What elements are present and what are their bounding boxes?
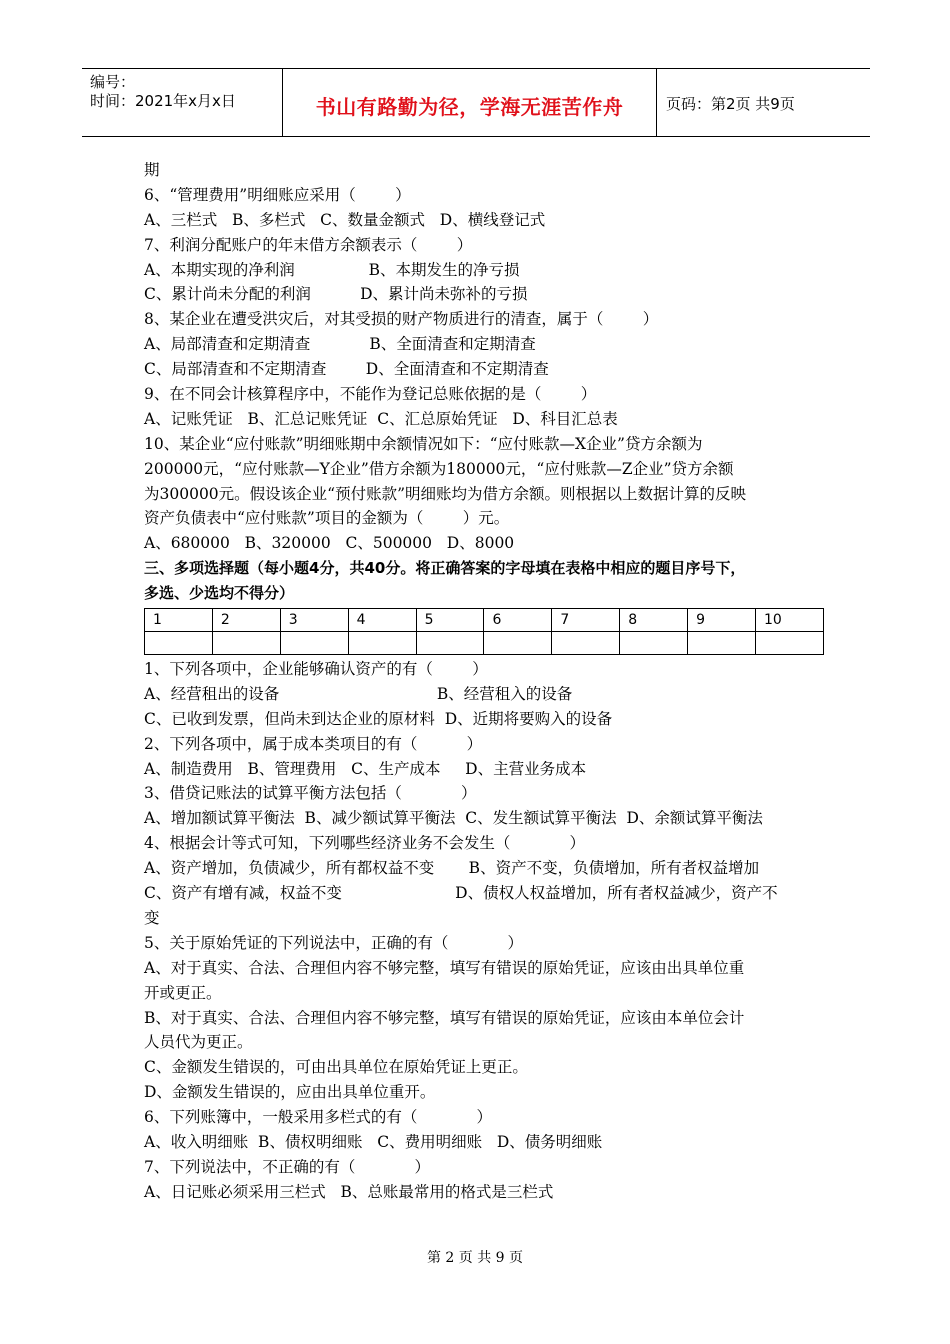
answer-cell[interactable] <box>212 632 280 655</box>
time-label: 时间：2021年x月x日 <box>90 92 236 110</box>
text-line: C、累计尚未分配的利润 D、累计尚未弥补的亏损 <box>144 285 528 304</box>
answer-table <box>144 608 824 655</box>
text-line: 200000元，“应付账款—Y企业”借方余额为180000元，“应付账款—Z企业”贷方余额 <box>144 459 734 478</box>
section-title: 三、多项选择题（每小题4分，共40分。将正确答案的字母填在表格中相应的题目序号下， <box>144 559 746 578</box>
text-line: 期 <box>144 161 160 179</box>
answer-table-header-cell: 7 <box>552 609 620 632</box>
answer-table-header-cell: 5 <box>416 609 484 632</box>
text-line: 6、“管理费用”明细账应采用（ ） <box>144 185 411 204</box>
page-footer: 第 2 页 共 9 页 <box>426 1250 524 1266</box>
answer-table-header-cell: 6 <box>484 609 552 632</box>
answer-table-header-cell: 10 <box>756 609 824 632</box>
answer-cell[interactable] <box>688 632 756 655</box>
answer-table-blank-row <box>145 632 824 655</box>
text-line: 变 <box>144 908 160 927</box>
questions-single-choice <box>144 158 824 556</box>
text-line: 7、利润分配账户的年末借方余额表示（ ） <box>144 235 473 254</box>
text-line: 人员代为更正。 <box>144 1033 253 1052</box>
text-line: C、局部清查和不定期清查 D、全面清查和不定期清查 <box>144 360 549 379</box>
text-line: B、对于真实、合法、合理但内容不够完整，填写有错误的原始凭证，应该由本单位会计 <box>144 1008 745 1027</box>
answer-table-header-row <box>145 609 824 632</box>
answer-cell[interactable] <box>620 632 688 655</box>
text-line: A、局部清查和定期清查 B、全面清查和定期清查 <box>144 335 536 354</box>
text-line: 10、某企业“应付账款”明细账期中余额情况如下：“应付账款—X企业”贷方余额为 <box>144 434 703 453</box>
header-page-cell <box>656 69 870 136</box>
text-line: 开或更正。 <box>144 983 222 1002</box>
text-line: A、经营租出的设备 B、经营租入的设备 <box>144 684 573 703</box>
text-line: 5、关于原始凭证的下列说法中，正确的有（ ） <box>144 933 523 952</box>
text-line: A、对于真实、合法、合理但内容不够完整，填写有错误的原始凭证，应该由出具单位重 <box>144 958 745 977</box>
text-line: C、资产有增有减，权益不变 D、债权人权益增加，所有者权益减少，资产不 <box>144 884 778 903</box>
answer-cell[interactable] <box>145 632 213 655</box>
answer-table-header-cell: 9 <box>688 609 756 632</box>
text-line: A、增加额试算平衡法 B、减少额试算平衡法 C、发生额试算平衡法 D、余额试算平衡法 <box>144 809 763 828</box>
text-line: A、制造费用 B、管理费用 C、生产成本 D、主营业务成本 <box>144 759 587 778</box>
text-line: C、金额发生错误的，可由出具单位在原始凭证上更正。 <box>144 1058 528 1077</box>
document-body <box>144 158 824 1205</box>
answer-table-header-cell: 2 <box>212 609 280 632</box>
answer-table-header-cell: 8 <box>620 609 688 632</box>
text-line: 7、下列说法中，不正确的有（ ） <box>144 1157 430 1176</box>
motto: 书山有路勤为径，学海无涯苦作舟 <box>315 95 624 119</box>
answer-cell[interactable] <box>348 632 416 655</box>
text-line: A、记账凭证 B、汇总记账凭证 C、汇总原始凭证 D、科目汇总表 <box>144 409 618 428</box>
answer-cell[interactable] <box>756 632 824 655</box>
header-meta <box>82 69 282 136</box>
text-line: A、收入明细账 B、债权明细账 C、费用明细账 D、债务明细账 <box>144 1132 603 1151</box>
header-motto-cell <box>282 69 657 136</box>
answer-cell[interactable] <box>484 632 552 655</box>
answer-cell[interactable] <box>552 632 620 655</box>
answer-cell[interactable] <box>416 632 484 655</box>
text-line: 8、某企业在遭受洪灾后，对其受损的财产物质进行的清查，属于（ ） <box>144 310 659 329</box>
section-title: 多选、少选均不得分） <box>144 584 295 603</box>
questions-multiple-choice <box>144 657 824 1205</box>
text-line: 6、下列账簿中，一般采用多栏式的有（ ） <box>144 1108 492 1127</box>
text-line: 2、下列各项中，属于成本类项目的有（ ） <box>144 734 483 753</box>
text-line: A、本期实现的净利润 B、本期发生的净亏损 <box>144 260 520 279</box>
text-line: C、已收到发票，但尚未到达企业的原材料 D、近期将要购入的设备 <box>144 709 613 728</box>
text-line: 为300000元。假设该企业“预付账款”明细账均为借方余额。则根据以上数据计算的反映 <box>144 484 747 503</box>
text-line: 4、根据会计等式可知，下列哪些经济业务不会发生（ ） <box>144 834 585 853</box>
page-header <box>82 68 870 137</box>
text-line: D、金额发生错误的，应由出具单位重开。 <box>144 1083 436 1102</box>
answer-table-header-cell: 3 <box>280 609 348 632</box>
text-line: A、日记账必须采用三栏式 B、总账最常用的格式是三栏式 <box>144 1182 554 1201</box>
number-label: 编号： <box>90 73 136 91</box>
answer-table-header-cell: 4 <box>348 609 416 632</box>
text-line: A、三栏式 B、多栏式 C、数量金额式 D、横线登记式 <box>144 210 546 229</box>
page-info: 页码：第2页 共9页 <box>666 95 795 113</box>
text-line: 3、借贷记账法的试算平衡方法包括（ ） <box>144 784 477 803</box>
text-line: A、资产增加，负债减少，所有都权益不变 B、资产不变，负债增加，所有者权益增加 <box>144 859 760 878</box>
text-line: 9、在不同会计核算程序中，不能作为登记总账依据的是（ ） <box>144 385 597 404</box>
answer-cell[interactable] <box>280 632 348 655</box>
text-line: 资产负债表中“应付账款”项目的金额为（ ）元。 <box>144 509 510 528</box>
text-line: A、680000 B、320000 C、500000 D、8000 <box>144 534 515 553</box>
text-line: 1、下列各项中，企业能够确认资产的有（ ） <box>144 660 488 679</box>
answer-table-header-cell: 1 <box>145 609 213 632</box>
